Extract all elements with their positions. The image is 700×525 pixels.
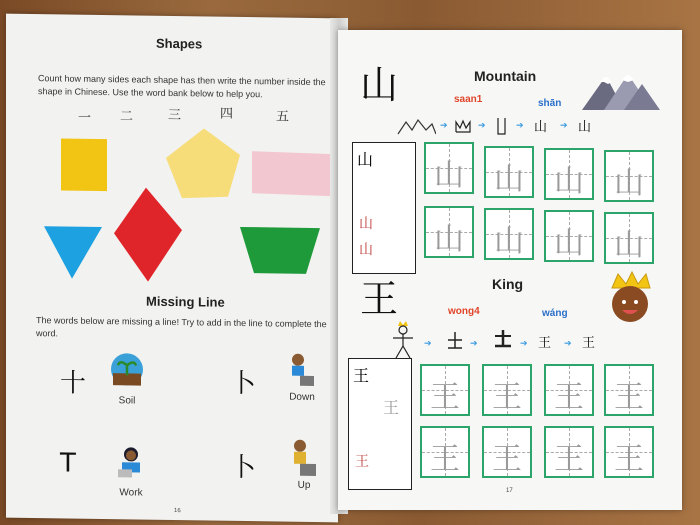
arrow-icon: ➔ xyxy=(520,338,528,348)
king-title: King xyxy=(492,276,524,292)
missing-char-down: 卜 xyxy=(230,368,257,400)
word-bank-2: 二 xyxy=(120,109,134,125)
practice-cell[interactable]: 山 xyxy=(544,210,594,262)
king-pinyin: wáng xyxy=(542,308,568,319)
arrow-icon: ➔ xyxy=(470,338,478,348)
practice-cell[interactable]: 山 xyxy=(604,212,654,264)
practice-cell[interactable]: 王 xyxy=(544,426,594,478)
stick-figure-icon xyxy=(390,320,416,360)
child-up-icon xyxy=(288,438,318,478)
word-bank-4: 四 xyxy=(220,106,234,122)
mountain-icon xyxy=(580,70,660,112)
word-bank-3: 三 xyxy=(168,107,182,124)
practice-cell[interactable]: 王 xyxy=(604,426,654,478)
missing-char-work: T xyxy=(60,448,76,479)
arrow-icon: ➔ xyxy=(424,338,432,348)
shapes-title: Shapes xyxy=(156,35,203,52)
king-seq-2: 王 xyxy=(582,336,596,351)
stroke-step-icon xyxy=(494,116,508,136)
shapes-instructions: Count how many sides each shape has then write the number inside the shape in Chinese. Use the word bank below to help you. xyxy=(38,73,326,100)
practice-cell[interactable]: 山 xyxy=(424,142,474,194)
label-work: Work xyxy=(119,487,143,499)
child-down-icon xyxy=(286,352,316,388)
arrow-icon: ➔ xyxy=(516,120,524,130)
arrow-icon: ➔ xyxy=(440,120,448,130)
arrow-icon: ➔ xyxy=(560,120,568,130)
missing-line-title: Missing Line xyxy=(146,293,225,310)
practice-cell[interactable]: 王 xyxy=(604,364,654,416)
crown-stroke-icon xyxy=(454,118,472,134)
practice-cell[interactable]: 山 xyxy=(544,148,594,200)
king-stroke-order-box xyxy=(348,358,412,490)
practice-cell[interactable]: 山 xyxy=(424,206,474,258)
sprout-icon xyxy=(110,351,144,387)
mountain-stroke-order-box xyxy=(352,142,416,274)
missing-line-instructions: The words below are missing a line! Try to add in the line to complete the word. xyxy=(36,315,327,339)
label-soil: Soil xyxy=(118,395,136,407)
word-bank-5: 五 xyxy=(276,109,290,125)
mountain-seq-2: 山 xyxy=(578,120,592,135)
missing-char-soil: 十 xyxy=(60,368,87,399)
practice-cell[interactable]: 王 xyxy=(420,426,470,478)
pentagon xyxy=(166,128,240,199)
practice-cell[interactable]: 王 xyxy=(544,364,594,416)
mountain-stroke-char-2: 山 xyxy=(359,216,373,232)
missing-char-up: 卜 xyxy=(230,452,257,484)
practice-cell[interactable]: 山 xyxy=(604,150,654,202)
practice-cell[interactable]: 王 xyxy=(420,364,470,416)
stroke-step-icon xyxy=(446,330,464,350)
left-page-number: 16 xyxy=(174,508,181,515)
right-page xyxy=(338,30,682,510)
blue-triangle xyxy=(44,226,102,279)
king-stroke-char: 王 xyxy=(353,366,370,385)
practice-cell[interactable]: 山 xyxy=(484,146,534,198)
label-up: Up xyxy=(297,479,311,491)
mountain-pinyin: shān xyxy=(538,98,562,109)
king-seq-1: 王 xyxy=(538,336,552,351)
practice-cell[interactable]: 王 xyxy=(482,426,532,478)
right-page-number: 17 xyxy=(506,488,513,494)
arrow-icon: ➔ xyxy=(564,338,572,348)
pink-rectangle xyxy=(252,151,336,196)
king-stroke-char-3: 王 xyxy=(355,454,369,470)
green-trapezoid xyxy=(240,227,320,274)
practice-cell[interactable]: 山 xyxy=(484,208,534,260)
red-diamond xyxy=(114,187,182,282)
king-stroke-char-2: 王 xyxy=(383,398,400,417)
yellow-square xyxy=(61,138,107,191)
mountain-outline-icon xyxy=(396,116,436,136)
king-avatar-icon xyxy=(604,270,656,326)
arrow-icon: ➔ xyxy=(478,120,486,130)
mountain-seq-1: 山 xyxy=(534,120,548,135)
practice-cell[interactable]: 王 xyxy=(482,364,532,416)
mountain-stroke-char: 山 xyxy=(357,150,374,169)
king-char: 王 xyxy=(360,277,399,321)
mountain-title: Mountain xyxy=(474,68,537,84)
king-jyutping: wong4 xyxy=(448,306,480,317)
mountain-stroke-char-3: 山 xyxy=(359,242,373,258)
mountain-char: 山 xyxy=(360,63,399,107)
word-bank-1: 一 xyxy=(78,110,92,126)
label-down: Down xyxy=(289,391,315,403)
mountain-jyutping: saan1 xyxy=(454,94,483,105)
child-laptop-icon xyxy=(114,445,148,479)
left-page xyxy=(6,14,338,523)
shapes-illustration xyxy=(6,114,338,299)
stroke-step-icon xyxy=(492,328,514,350)
